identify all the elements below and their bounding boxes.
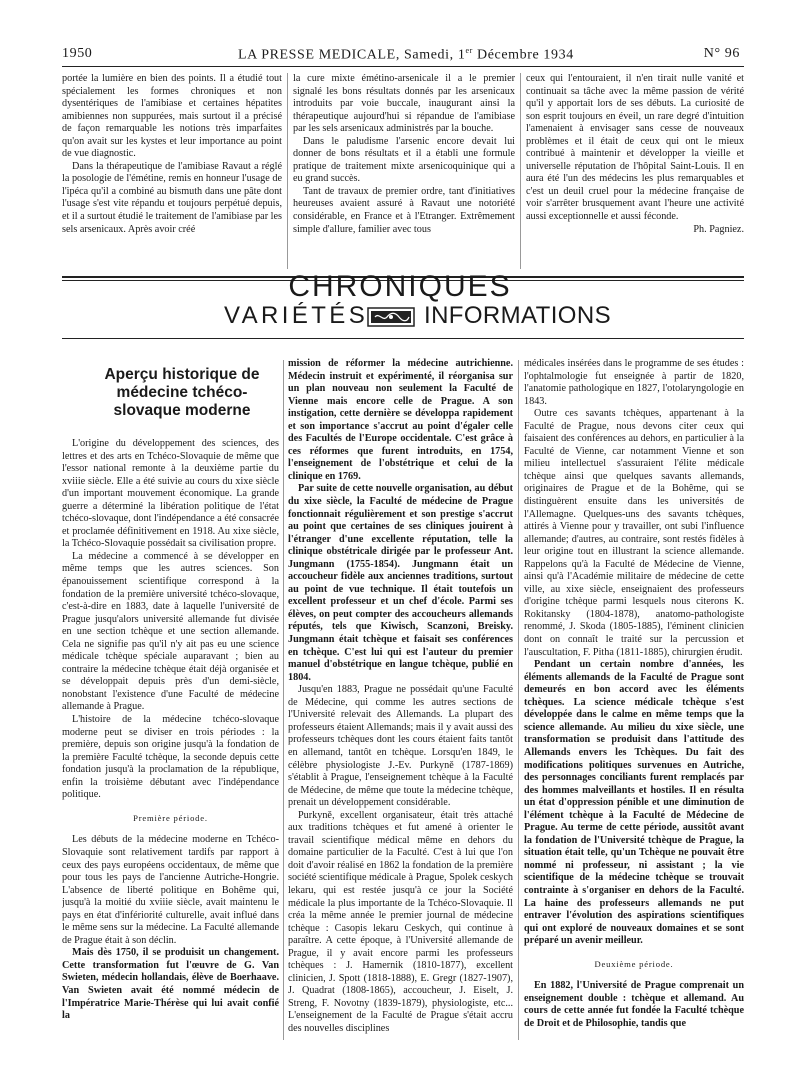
paragraph: Outre ces savants tchèques, appartenant à la Faculté de Prague, nous devons citer ceux qui faisaient des conférences au dehors, en particulier à la Faculté de Vienne, car notamment Vienne et son milieu intellectuel s'assuraient l'élite médicale tchèque ainsi que quelques savants allemands, originaires de Prague et de la Bohême, qui se distinguèrent ensuite dans les universités de l'Allemagne. Quelques-uns des savants tchèques, attirés à Vienne pour y travailler, ont subi l'influence allemande; d'autres, au contraire, sont restés fidèles à leur origine tout en illustrant la science allemande. Rappelons qu'à la Faculté de Médecine de Vienne, ainsi qu'à l'Académie militaire de médecine de cette ville, au xixe siècle, enseignaient des professeurs d'origine tchèque parmi lesquels nous citerons K. Rokitansky (1804-1878), anatomo-pathologiste renommé, J. Skoda (1805-1885), l'éminent clinicien dont on connaît le traité sur la percussion et l'auscultation, F. Pitha (1811-1885), chirurgien érudit.	[524, 408, 744, 658]
article-title: Aperçu historique de médecine tchéco-slovaque moderne	[104, 366, 260, 419]
article-column-2	[288, 358, 513, 1038]
journal-title-line	[238, 46, 574, 64]
paragraph: Les débuts de la médecine moderne en Tchéco-Slovaquie sont relativement tardifs par rapport à ceux des pays européens occidentaux, de même que pour tous les pays de l'ancienne Autriche-Hongrie. L'absence de liberté politique en Bohême qui, jusqu'à la moitié du xviiie siècle, avait maintenu le pays en état d'infériorité culturelle, avait influé dans le même sens sur la médecine. La Faculté allemande de Prague était à son déclin.	[62, 834, 279, 946]
informations-label: INFORMATIONS	[424, 302, 612, 329]
banner-rule	[62, 338, 744, 339]
section-banner	[224, 302, 612, 332]
paragraph: Dans la thérapeutique de l'amibiase Ravaut a réglé la posologie de l'émétine, remis en honneur l'usage de l'ipéca qu'il a combiné au bismuth dans une pâte dont l'usage s'est vite répandu et toujours perpétué depuis, et il a surtout étudié le traitement de l'amibiase par les sels arsenicaux. Après avoir créé	[62, 160, 282, 235]
header-rule	[62, 66, 744, 67]
section-heading: Deuxième période.	[594, 958, 674, 969]
paragraph: Par suite de cette nouvelle organisation, au début du xixe siècle, la Faculté de médecine de Prague fonctionnait régulièrement et son prestige s'accrut au point que certaines de ses cliniques jouirent à l'étranger d'une excellente réputation, telle la clinique obstétricale dirigée par le professeur Ant. Jungmann (1755-1854). Jungmann était un accoucheur fidèle aux anciennes traditions, surtout au point de vue technique. Il était toutefois un excellent professeur et un chef d'école. Parmi ses élèves, on peut compter des accoucheurs allemands réputés, tels que Kiwisch, Scanzoni, Breisky. Jungmann était tchèque et faisait ses conférences en tchèque. C'est lui qui est l'auteur du premier manuel d'obstétrique en langue tchèque, publié en 1804.	[288, 483, 513, 683]
paragraph: médicales insérées dans le programme de ses études : l'ophtalmologie fut enseignée à partir de 1820, l'anatomie pathologique en 1827, l'otolaryngologie en 1843.	[524, 358, 744, 407]
column-divider	[283, 360, 284, 1040]
journal-title: LA PRESSE MEDICALE,	[238, 47, 400, 63]
section-heading: Première période.	[133, 812, 208, 823]
paragraph: Tant de travaux de premier ordre, tant d'initiatives heureuses avaient assuré à Ravaut une notoriété considérable, en France et à l'Etranger. Extrêmement simple d'allure, familier avec tous	[293, 185, 515, 235]
top-column-3	[526, 73, 744, 273]
journal-date: Décembre 1934	[476, 47, 574, 63]
paragraph: L'origine du développement des sciences, des lettres et des arts en Tchéco-Slovaquie de même que l'essor national remonte à la deuxième partie du xviiie siècle. Elle a été suivie au cours du xixe siècle d'un important mouvement économique. La grande guerre a déterminé la libération politique de l'état tchéco-slovaque, dont l'indépendance a été consacrée et proclamée définitivement en 1918. Au xixe siècle, la Tchéco-Slovaquie possédait sa civilisation propre.	[62, 438, 279, 550]
signature: Ph. Pagniez.	[693, 223, 744, 235]
running-head	[62, 46, 740, 64]
article-column-1	[62, 438, 279, 1034]
top-column-1	[62, 73, 282, 273]
paragraph: En 1882, l'Université de Prague comprenait un enseignement double : tchèque et allemand. Au cours de cette année fut fondée la Faculté tchèque de Droit et de Philosophie, tandis que	[524, 980, 744, 1029]
paragraph: mission de réformer la médecine autrichienne. Médecin instruit et expérimenté, il réorganisa sur un plan nouveau non seulement la Faculté de Vienne mais encore celle de Prague. A son instigation, cette dernière se développa rapidement et son importance s'accrut au point d'égaler celle des Facultés de l'Europe occidentale. C'est grâce à ces réformes que furent introduits, en 1754, l'enseignement de l'obstétrique et celui de la clinique en 1769.	[288, 358, 513, 482]
ornament-icon	[367, 307, 415, 327]
journal-day: Samedi,	[404, 47, 454, 63]
paragraph: portée la lumière en bien des points. Il a étudié tout spécialement les formes chroniques et non dysentériques de l'amibiase et certaines hépatites amibiennes non suppurées, mais surtout il a précisé de façon remarquable les notions très imparfaites qu'on avait sur les kystes et leur importance au point de vue diagnostic.	[62, 73, 282, 160]
paragraph: La médecine a commencé à se développer en même temps que les autres sciences. Son épanouissement scientifique correspond à la fondation de la première université tchéco-slovaque, c'est-à-dire en 1883, date à laquelle l'université de Prague jusqu'alors université allemande fut divisée en une section tchèque et une section allemande. Cela ne signifie pas qu'il n'y ait pas eu une science médicale tchèque spéciale auparavant ; bien au contraire la médecine tchèque était déjà organisée et se développait depuis près d'un demi-siècle, nonobstant l'existence d'une Faculté de médecine allemande à Prague.	[62, 550, 279, 713]
paragraph: Pendant un certain nombre d'années, les éléments allemands de la Faculté de Prague sont demeurés en bon accord avec les éléments tchèques. La science médicale tchèque s'est développée dans le calme en même temps que la science allemande. Au milieu du xixe siècle, une transformation se produisit dans l'attitude des Allemands envers les Tchèques. Du fait des modifications politiques survenues en Autriche, des personnages conciliants furent remplacés par des hommes malveillants et hostiles. Il en résulta un état d'oppression pénible et une diminution de l'élément tchèque à la Faculté de Médecine de Prague. Au terme de cette période, aussitôt avant la fondation de l'Université tchèque de Prague, la situation était telle, qu'un Tchèque ne pouvait être nommé ni professeur, ni assistant ; la vie scientifique de la médecine tchèque se trouvait contrainte à s'organiser en dehors de la Faculté. La haine des professeurs allemands ne put entraver l'évolution des aspirations scientifiques qui ont exploré de nouveaux domaines et se sont préparé un avenir meilleur.	[524, 659, 744, 947]
varietes-label: VARIÉTÉS	[224, 302, 369, 329]
column-divider	[518, 360, 519, 1040]
issue-number: N° 96	[703, 46, 740, 61]
paragraph: Purkyně, excellent organisateur, était très attaché aux traditions tchèques et fut amené à orienter le travail scientifique médical même en dehors du domaine particulier de la Faculté. C'est à lui que l'on doit d'avoir réalisé en 1862 la fondation de la première société scientifique médicale à Prague, Spolek ceskych lekaru, qui est restée jusqu'à ce jour la Société médicale la plus importante de la Tchéco-Slovaquie. Il créa la même année le premier journal de médecine tchèque : Casopis lekaru Ceskych, qui continue à paraître. A cette époque, à l'Université allemande de Prague, il y avait encore parmi les professeurs tchèques : J. Hamernik (1810-1877), excellent clinicien, J. Spott (1818-1888), E. Gregr (1827-1907), J. Quadrat (1808-1865), accoucheur, J. Eiselt, J. Streng, F. Novotny (1839-1879), physiologiste, etc... L'enseignement de la Faculté de Prague s'était accru des nouvelles disciplines	[288, 809, 513, 1034]
top-column-2	[293, 73, 515, 273]
page-number: 1950	[62, 46, 93, 61]
column-divider	[520, 73, 521, 269]
journal-date-number: 1	[457, 47, 466, 63]
paragraph: Jusqu'en 1883, Prague ne possédait qu'une Faculté de Médecine, qui comme les autres sections de l'Université relevait des Allemands. La plupart des professeurs étaient Allemands; mais il y avait aussi des professeurs tchèques dont les cours étaient faits tantôt en allemand, tantôt en tchèque. Lorsqu'en 1849, le célèbre physiologiste J.-Ev. Purkyně (1787-1869) s'établit à Prague, l'enseignement tchèque à la Faculté de Médecine, de même que toute la médecine tchèque, prenait un développement considérable.	[288, 684, 513, 809]
paragraph: la cure mixte émétino-arsenicale il a le premier signalé les bons résultats donnés par les arsenicaux introduits par voie buccale, inaugurant ainsi la thérapeutique aujourd'hui si répandue de l'amibiase par les sels arsenicaux administrés par la bouche.	[293, 73, 515, 135]
chroniques-title: CHRONIQUES	[288, 270, 512, 303]
paragraph: L'histoire de la médecine tchéco-slovaque moderne peut se diviser en trois périodes : la première, depuis son origine jusqu'à la fondation de la première Faculté tchèque, la seconde depuis cette fondation jusqu'à la proclamation de la république, enfin la troisième débutant avec l'indépendance politique.	[62, 714, 279, 801]
article-column-3	[524, 358, 744, 1038]
column-divider	[287, 73, 288, 269]
paragraph: Dans le paludisme l'arsenic encore devait lui donner de bons résultats et il a établi une formule pratique de traitement mixte arsenicoquinique qui a eu grand succès.	[293, 135, 515, 185]
paragraph: ceux qui l'entouraient, il n'en tirait nulle vanité et continuait sa tâche avec la même passion de vérité qu'il y apportait lors de ses débuts. La curiosité de son esprit toujours en éveil, un rare degré d'intuition l'amenaient à envisager sans cesse de nouveaux problèmes et il était de ceux qui ont le mieux contribué à maintenir et développer la vieille et universelle réputation de l'hôpital Saint-Louis. Il en aura été l'un des médecins les plus remarquables et c'est un deuil cruel pour la médecine française de voir s'arrêter brusquement avant l'heure une activité aussi exceptionnelle et aussi féconde.	[526, 73, 744, 223]
paragraph: Mais dès 1750, il se produisit un changement. Cette transformation fut l'œuvre de G. Van Swieten, médecin hollandais, élève de Boerhaave. Van Swieten avait été nommé médecin de l'Impératrice Marie-Thérèse qui lui avait confié la	[62, 947, 279, 1022]
journal-date-suffix: er	[465, 46, 473, 55]
